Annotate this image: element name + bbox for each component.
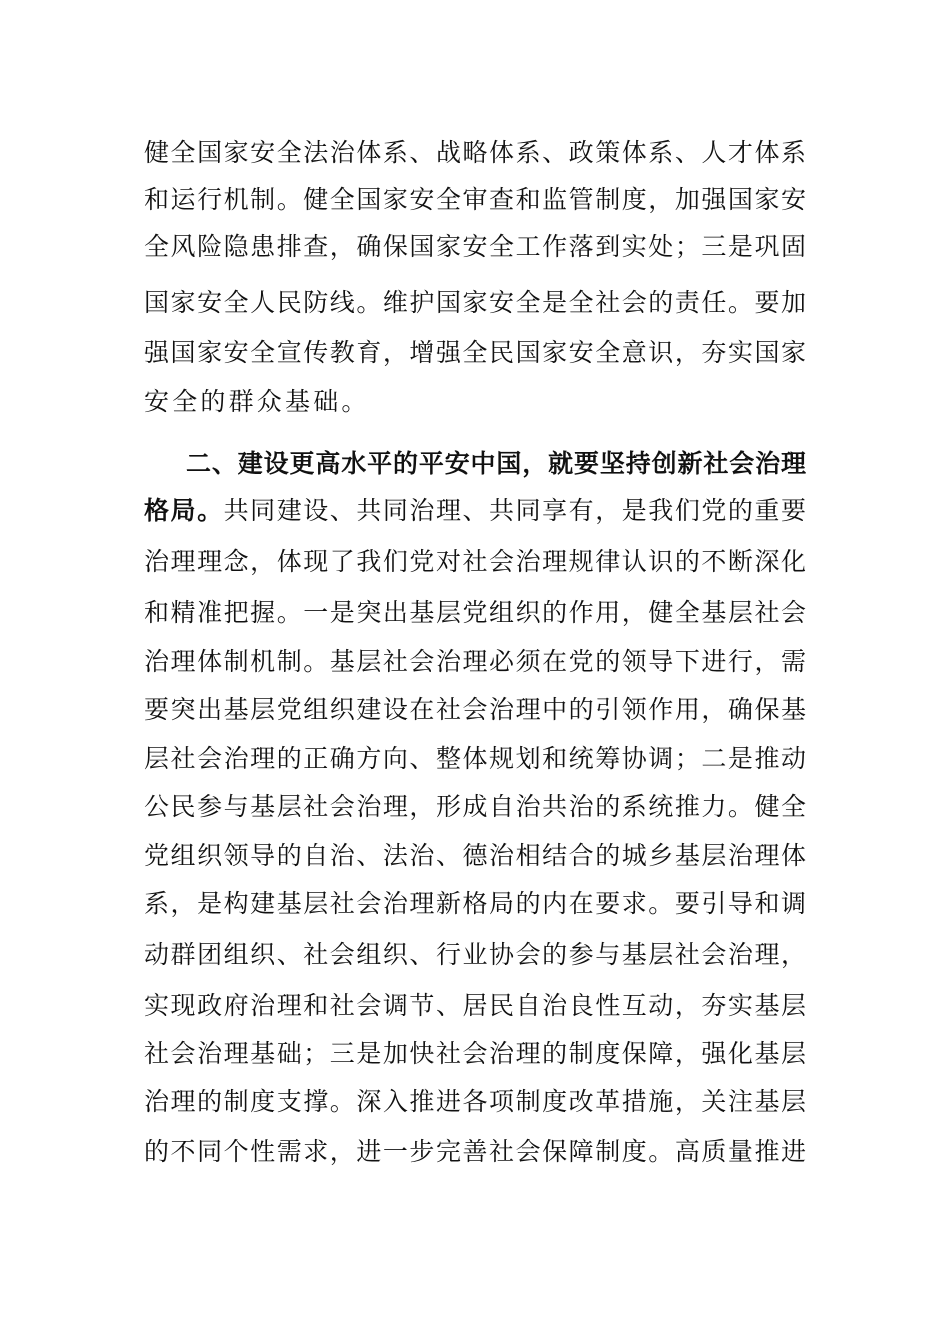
section-heading: 二、建设更高水平的平安中国，就要坚持创新社会治理 bbox=[186, 449, 806, 478]
paragraph-2-line: 治理的制度支撑。深入推进各项制度改革措施，关注基层 bbox=[144, 1087, 806, 1116]
paragraph-2-line: 和精准把握。一是突出基层党组织的作用，健全基层社会 bbox=[144, 598, 806, 627]
paragraph-2-line: 党组织领导的自治、法治、德治相结合的城乡基层治理体 bbox=[144, 841, 806, 870]
paragraph-2-line: 的不同个性需求，进一步完善社会保障制度。高质量推进 bbox=[144, 1137, 806, 1166]
paragraph-2-line: 实现政府治理和社会调节、居民自治良性互动，夯实基层 bbox=[144, 991, 806, 1020]
paragraph-1-line: 全风险隐患排查，确保国家安全工作落到实处；三是巩固 bbox=[144, 232, 806, 261]
paragraph-2-line: 治理理念，体现了我们党对社会治理规律认识的不断深化 bbox=[144, 547, 806, 576]
paragraph-1-line: 安全的群众基础。 bbox=[144, 387, 370, 416]
paragraph-2-line: 动群团组织、社会组织、行业协会的参与基层社会治理， bbox=[144, 940, 806, 969]
paragraph-1-line: 国家安全人民防线。维护国家安全是全社会的责任。要加 bbox=[144, 288, 806, 317]
section-heading-end: 格局。 bbox=[144, 496, 224, 525]
paragraph-1-line: 健全国家安全法治体系、战略体系、政策体系、人才体系 bbox=[144, 138, 806, 167]
paragraph-2-line: 系，是构建基层社会治理新格局的内在要求。要引导和调 bbox=[144, 889, 806, 918]
paragraph-2-line: 治理体制机制。基层社会治理必须在党的领导下进行，需 bbox=[144, 647, 806, 676]
paragraph-2-line: 要突出基层党组织建设在社会治理中的引领作用，确保基 bbox=[144, 695, 806, 724]
paragraph-2-line: 公民参与基层社会治理，形成自治共治的系统推力。健全 bbox=[144, 792, 806, 821]
paragraph-2-line: 层社会治理的正确方向、整体规划和统筹协调；二是推动 bbox=[144, 744, 806, 773]
paragraph-2-line bbox=[144, 491, 806, 531]
paragraph-2-text: 共同建设、共同治理、共同享有，是我们党的重要 bbox=[223, 496, 806, 525]
paragraph-2-line: 社会治理基础；三是加快社会治理的制度保障，强化基层 bbox=[144, 1039, 806, 1068]
paragraph-1-line: 和运行机制。健全国家安全审查和监管制度，加强国家安 bbox=[144, 185, 806, 214]
paragraph-1-line: 强国家安全宣传教育，增强全民国家安全意识，夯实国家 bbox=[144, 338, 806, 367]
